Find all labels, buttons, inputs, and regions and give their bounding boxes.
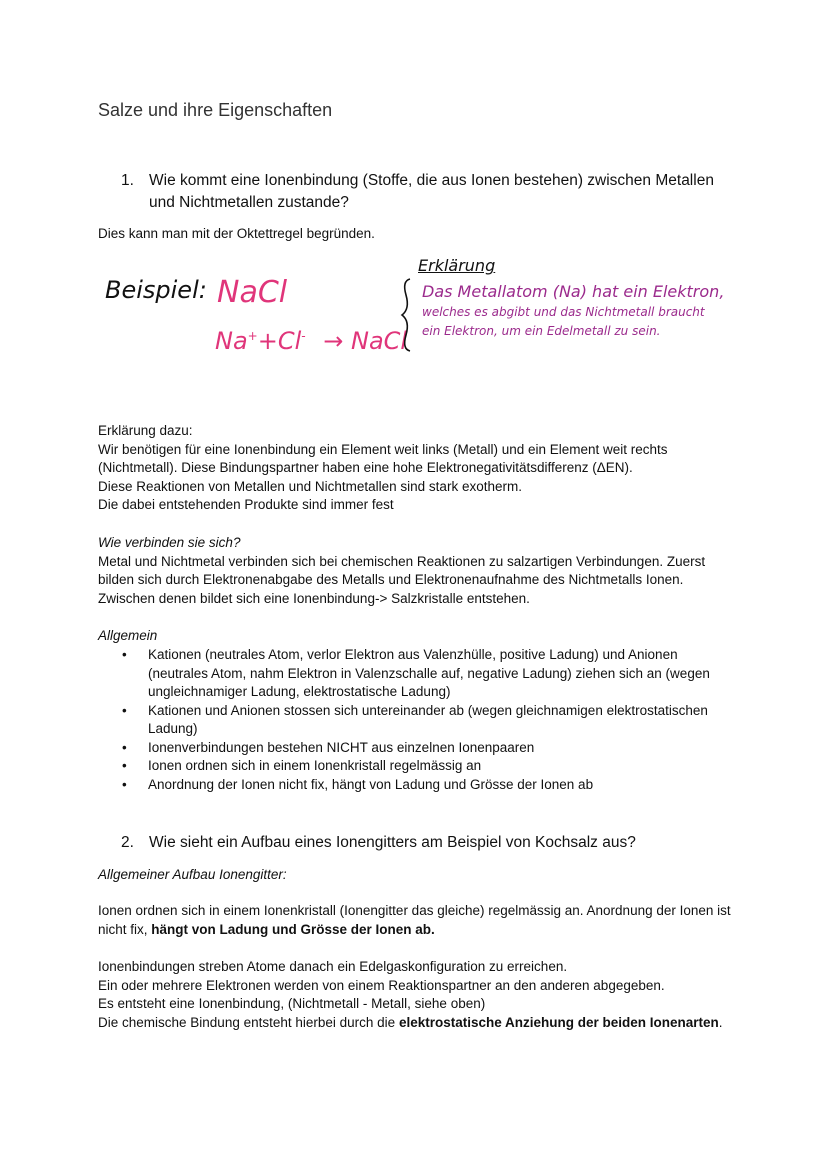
lattice-paragraph-1: Ionen ordnen sich in einem Ionenkristall (Ionengitter das gleiche) regelmässig an. Anordnung der Ionen ist nicht fix, hängt von Ladung und Grösse der Ionen ab. xyxy=(98,903,731,937)
intro-text: Dies kann man mit der Oktettregel begründen. xyxy=(98,226,375,241)
question-1-text: Wie kommt eine Ionenbindung (Stoffe, die aus Ionen bestehen) zwischen Metallen und Nichtmetallen zustande? xyxy=(149,172,714,211)
explanation-block xyxy=(98,422,738,515)
handwritten-brace xyxy=(398,275,420,355)
connect-heading: Wie verbinden sie sich? xyxy=(98,535,241,550)
explanation-line-2: Diese Reaktionen von Metallen und Nichtmetallen sind stark exotherm. xyxy=(98,478,522,494)
question-2-text: Wie sieht ein Aufbau eines Ionengitters am Beispiel von Kochsalz aus? xyxy=(149,834,636,851)
lattice-line-3: Es entsteht eine Ionenbindung, (Nichtmetall - Metall, siehe oben) xyxy=(98,996,486,1011)
connect-block xyxy=(98,534,738,608)
handwritten-erklaerung-line-1: Das Metallatom (Na) hat ein Elektron, xyxy=(422,282,725,301)
lattice-heading: Allgemeiner Aufbau Ionengitter: xyxy=(98,867,287,882)
question-1-number: 1. xyxy=(121,172,134,189)
handwritten-erklaerung-line-2: welches es abgibt und das Nichtmetall braucht xyxy=(422,305,705,319)
bullet-icon: • xyxy=(122,702,127,718)
bullet-icon: • xyxy=(122,776,127,792)
list-item: • Kationen (neutrales Atom, verlor Elektron aus Valenzhülle, positive Ladung) und Anionen (neutrales Atom, nahm Elektron in Valenzschalle auf, negative Ladung) ziehen sich an (wegen ungleichnamiger Ladung, elektrostatische Ladung) xyxy=(122,647,710,699)
explanation-line-1: Wir benötigen für eine Ionenbindung ein Element weit links (Metall) und ein Element weit rechts (Nichtmetall). Diese Bindungspartner haben eine hohe Elektronegativitätsdifferenz (ΔEN). xyxy=(98,441,668,475)
reaction-plus-charge: + xyxy=(247,329,258,343)
handwritten-erklaerung-label: Erklärung xyxy=(418,256,496,275)
lattice-paragraph-2 xyxy=(98,958,738,1032)
bullet-icon: • xyxy=(122,758,127,773)
question-2 xyxy=(121,832,739,854)
question-2-number: 2. xyxy=(121,834,134,851)
lattice-line-4: Die chemische Bindung entsteht hierbei durch die elektrostatische Anziehung der beiden Ionenarten. xyxy=(98,1014,723,1030)
general-heading: Allgemein xyxy=(98,628,158,643)
handwritten-beispiel: Beispiel: xyxy=(105,276,207,304)
reaction-minus-charge: - xyxy=(301,329,306,343)
handwritten-erklaerung-line-3: ein Elektron, um ein Edelmetall zu sein. xyxy=(422,324,661,338)
reaction-product: → NaCl xyxy=(323,327,408,355)
list-item: • Ionen ordnen sich in einem Ionenkristall regelmässig an xyxy=(118,757,738,776)
handwritten-formula-nacl: NaCl xyxy=(217,275,288,310)
list-item: • Kationen und Anionen stossen sich untereinander ab (wegen gleichnamigen elektrostatischen Ladung) xyxy=(122,702,708,736)
bullet-icon: • xyxy=(122,739,127,755)
reaction-na: Na xyxy=(215,327,248,355)
bullet-icon: • xyxy=(122,647,127,662)
lattice-line-2: Ein oder mehrere Elektronen werden von einem Reaktionspartner an den anderen abgegeben. xyxy=(98,977,665,993)
general-bullet-list xyxy=(118,646,738,794)
explanation-heading: Erklärung dazu: xyxy=(98,423,193,438)
question-1 xyxy=(121,170,739,214)
explanation-line-3: Die dabei entstehenden Produkte sind immer fest xyxy=(98,497,394,512)
reaction-cl: +Cl xyxy=(257,327,302,355)
handwritten-reaction xyxy=(215,327,407,355)
page-title: Salze und ihre Eigenschaften xyxy=(98,100,333,120)
list-item: • Anordnung der Ionen nicht fix, hängt von Ladung und Grösse der Ionen ab xyxy=(118,776,738,795)
list-item: • Ionenverbindungen bestehen NICHT aus einzelnen Ionenpaaren xyxy=(118,739,738,758)
lattice-line-1: Ionenbindungen streben Atome danach ein Edelgaskonfiguration zu erreichen. xyxy=(98,959,568,974)
connect-text: Metal und Nichtmetal verbinden sich bei chemischen Reaktionen zu salzartigen Verbindungen. Zuerst bilden sich durch Elektronenabgabe des Metalls und Elektronenaufnahme des Nichtmetalls Ionen. Zwischen denen bildet sich eine Ionenbindung-> Salzkristalle entstehen. xyxy=(98,553,706,606)
